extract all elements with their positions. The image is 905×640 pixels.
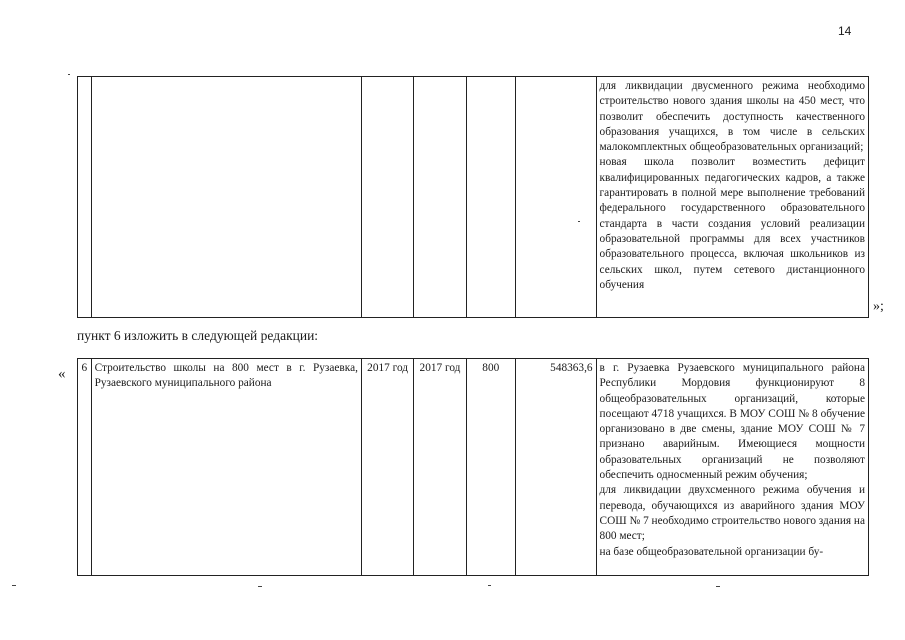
top-table-continuation [77,76,869,318]
table-row [78,77,869,318]
cell-name [91,77,361,318]
cell-capacity [466,77,515,318]
cell-description [596,359,868,576]
bottom-description-paragraph: на базе общеобразовательной организации бу- [599,545,824,558]
cell-start-year: 2017 год [361,359,413,576]
cell-cost [515,77,596,318]
cell-capacity: 800 [466,359,515,576]
top-description-paragraph: новая школа позволит возместить дефицит квалифицированных педагогических кадров, а также гарантировать в полной мере выполнение требований федерального государственного образовательного стандарта в части создания условий реализации образовательной программы для всех участников образовательного процесса, включая школьников из сельских школ, путем сетевого дистанционного обучения [599,156,865,291]
amended-item-table [77,358,869,576]
cell-start-year [361,77,413,318]
scan-artifact [258,586,262,587]
closing-quote-mark: »; [873,299,884,314]
amendment-instruction: пункт 6 изложить в следующей редакции: [77,328,319,343]
cell-end-year [414,77,466,318]
cell-description [596,77,868,318]
bottom-description-paragraph: для ликвидации двухсменного режима обучения и перевода, обучающихся из аварийного здания МОУ СОШ № 7 необходимо строительство нового здания на 800 мест; [599,484,865,543]
scan-artifact [68,74,70,75]
cell-name: Строительство школы на 800 мест в г. Рузаевка, Рузаевского муниципального района [91,359,361,576]
top-description-paragraph: для ликвидации двусменного режима необходимо строительство нового здания школы на 450 мест, что позволит обеспечить доступность качественного образования учащихся, в том числе в сельских малокомплектных общеобразовательных организаций; [599,80,865,154]
scan-artifact [716,586,720,587]
scan-artifact [12,585,16,586]
table-row [78,359,869,576]
scan-artifact [488,585,491,586]
cell-number [78,77,92,318]
cell-number: 6 [78,359,92,576]
cell-end-year: 2017 год [414,359,466,576]
bottom-description-paragraph: в г. Рузаевка Рузаевского муниципального района Республики Мордовия функционируют 8 общеобразовательных организаций, которые посещают 4718 учащихся. В МОУ СОШ № 8 обучение организовано в две смены, здание МОУ СОШ № 7 признано аварийным. Имеющиеся мощности образовательных организаций не позволяют обеспечить односменный режим обучения; [599,362,865,482]
page-number: 14 [838,24,852,38]
cell-cost: 548363,6 [515,359,596,576]
scan-artifact [578,221,580,222]
opening-quote-mark: « [58,366,66,382]
